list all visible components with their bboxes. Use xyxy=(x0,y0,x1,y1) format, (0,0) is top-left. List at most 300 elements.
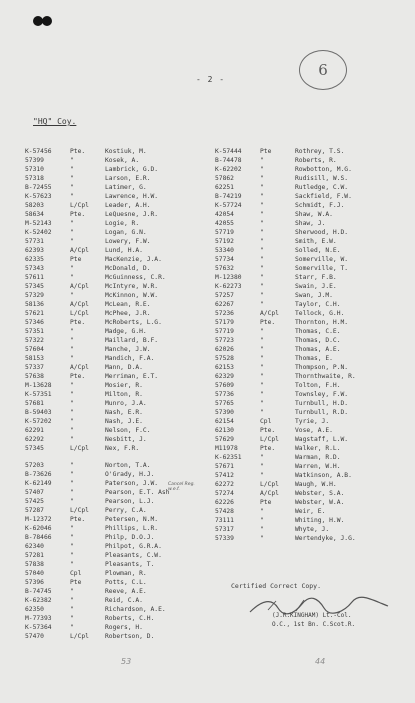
rank: Pte xyxy=(70,579,82,586)
soldier-name: Richardson, A.E. xyxy=(105,606,166,613)
soldier-name: Lund, H.A. xyxy=(105,247,143,254)
roster-row xyxy=(25,174,209,183)
service-number: 57671 xyxy=(215,463,234,470)
roster-row xyxy=(215,327,405,336)
roster-row xyxy=(25,147,209,156)
roster-row xyxy=(25,435,209,444)
roster-row xyxy=(215,255,405,264)
service-number: 57317 xyxy=(215,526,234,533)
service-number: K-57444 xyxy=(215,148,242,155)
rank: " xyxy=(70,184,74,191)
roster-row xyxy=(25,578,209,587)
rank: Pte. xyxy=(260,445,276,452)
soldier-name: Thomas, E. xyxy=(295,355,333,362)
soldier-name: Larson, E.R. xyxy=(105,175,151,182)
service-number: 62329 xyxy=(215,373,234,380)
service-number: 57396 xyxy=(25,579,44,586)
roster-row xyxy=(25,336,209,345)
service-number: 57632 xyxy=(215,265,234,272)
soldier-name: Latimer, G. xyxy=(105,184,147,191)
soldier-name: Logan, G.N. xyxy=(105,229,147,236)
roster-row xyxy=(215,147,405,156)
roster-row xyxy=(25,524,209,533)
service-number: 57609 xyxy=(215,382,234,389)
service-number: K-62046 xyxy=(25,525,52,532)
service-number: B-74219 xyxy=(215,193,242,200)
service-number: 57428 xyxy=(215,508,234,515)
soldier-name: Pleasants, T. xyxy=(105,561,155,568)
soldier-name: Taylor, C.H. xyxy=(295,301,341,308)
service-number: 62393 xyxy=(25,247,44,254)
soldier-name: Lowery, F.W. xyxy=(105,238,151,245)
rank: " xyxy=(260,220,264,227)
service-number: 57470 xyxy=(25,633,44,640)
service-number: K-62382 xyxy=(25,597,52,604)
service-number: 62292 xyxy=(25,436,44,443)
rank: Pte. xyxy=(70,319,86,326)
soldier-name: Philpot, G.R.A. xyxy=(105,543,162,550)
roster-row xyxy=(215,273,405,282)
soldier-name: Plowman, R. xyxy=(105,570,147,577)
rank: " xyxy=(260,535,264,542)
roster-row xyxy=(215,156,405,165)
roster-row xyxy=(215,498,405,507)
rank: Cpl xyxy=(260,418,272,425)
roster-row xyxy=(25,282,209,291)
service-number: M-52143 xyxy=(25,220,52,227)
rank: " xyxy=(260,157,264,164)
soldier-name: Rowbotton, M.G. xyxy=(295,166,352,173)
service-number: 62251 xyxy=(215,184,234,191)
soldier-name: Tellock, G.H. xyxy=(295,310,345,317)
soldier-name: Nesbitt, J. xyxy=(105,436,147,443)
soldier-name: Webster, W.A. xyxy=(295,499,345,506)
rank: " xyxy=(70,391,74,398)
service-number: 53340 xyxy=(215,247,234,254)
soldier-name: Mandich, F.A. xyxy=(105,355,155,362)
soldier-name: Turnbull, H.D. xyxy=(295,400,349,407)
soldier-name: McKinnon, W.W. xyxy=(105,292,159,299)
soldier-name: Leader, A.H. xyxy=(105,202,151,209)
soldier-name: McDonald, D. xyxy=(105,265,151,272)
service-number: 57407 xyxy=(25,489,44,496)
service-number: 57281 xyxy=(25,552,44,559)
soldier-name: LeQuesne, J.R. xyxy=(105,211,159,218)
rank: " xyxy=(260,517,264,524)
soldier-name: McRoberts, L.G. xyxy=(105,319,162,326)
soldier-name: Weir, E. xyxy=(295,508,326,515)
rank: " xyxy=(70,346,74,353)
rank: " xyxy=(70,427,74,434)
roster-left-column xyxy=(25,147,209,641)
punch-hole xyxy=(42,16,52,26)
soldier-name: Solled, N.E. xyxy=(295,247,341,254)
rank: " xyxy=(260,472,264,479)
rank: " xyxy=(260,355,264,362)
roster-row xyxy=(215,408,405,417)
circled-number-text: 6 xyxy=(318,61,328,79)
soldier-name: Roberts, R. xyxy=(295,157,337,164)
rank: " xyxy=(260,400,264,407)
rank: Pte xyxy=(70,256,82,263)
service-number: 42054 xyxy=(215,211,234,218)
soldier-name: McGuinness, C.R. xyxy=(105,274,166,281)
service-number: 57345 xyxy=(25,283,44,290)
roster-row xyxy=(25,470,209,479)
soldier-name: Lawrence, H.W. xyxy=(105,193,159,200)
roster-row xyxy=(25,219,209,228)
service-number: 57329 xyxy=(25,292,44,299)
rank: " xyxy=(70,292,74,299)
service-number: 57343 xyxy=(25,265,44,272)
handwritten-mark: 44 xyxy=(315,657,326,666)
service-number: 42055 xyxy=(215,220,234,227)
signatory-role: O.C., 1st Bn. C.Scot.R. xyxy=(272,621,356,628)
margin-note: Cancel Reg. w.e.f. xyxy=(168,482,195,492)
soldier-name: Nash, E.R. xyxy=(105,409,143,416)
rank: " xyxy=(260,238,264,245)
service-number: 57425 xyxy=(25,498,44,505)
service-number: 57351 xyxy=(25,328,44,335)
rank: " xyxy=(260,283,264,290)
soldier-name: Robertson, D. xyxy=(105,633,155,640)
soldier-name: Shaw, W.A. xyxy=(295,211,333,218)
rank: " xyxy=(70,489,74,496)
rank: " xyxy=(70,229,74,236)
soldier-name: Watkinson, A.B. xyxy=(295,472,352,479)
rank: L/Cpl xyxy=(70,445,89,452)
roster-row xyxy=(25,264,209,273)
roster-row xyxy=(215,363,405,372)
rank: " xyxy=(70,436,74,443)
service-number: 57862 xyxy=(215,175,234,182)
soldier-name: Walker, R.L. xyxy=(295,445,341,452)
soldier-name: McIntyre, W.R. xyxy=(105,283,159,290)
service-number: 57734 xyxy=(215,256,234,263)
service-number: 57638 xyxy=(25,373,44,380)
rank: " xyxy=(260,337,264,344)
circled-page-number xyxy=(299,50,347,90)
roster-row xyxy=(25,300,209,309)
service-number: 62350 xyxy=(25,606,44,613)
soldier-name: Norton, T.A. xyxy=(105,462,151,469)
soldier-name: Paterson, J.W. xyxy=(105,480,159,487)
service-number: K-62351 xyxy=(215,454,242,461)
roster-row xyxy=(25,408,209,417)
service-number: 58203 xyxy=(25,202,44,209)
soldier-name: Perry, C.A. xyxy=(105,507,147,514)
rank: " xyxy=(260,454,264,461)
soldier-name: Webster, S.A. xyxy=(295,490,345,497)
roster-row xyxy=(25,156,209,165)
service-number: B-74745 xyxy=(25,588,52,595)
service-number: K-62149 xyxy=(25,480,52,487)
service-number: K-57202 xyxy=(25,418,52,425)
rank: " xyxy=(70,400,74,407)
rank: A/Cpl xyxy=(70,247,89,254)
rank: " xyxy=(70,193,74,200)
soldier-name: McPhee, J.R. xyxy=(105,310,151,317)
service-number: 57203 xyxy=(25,462,44,469)
rank: " xyxy=(260,301,264,308)
service-number: 57731 xyxy=(25,238,44,245)
service-number: 57390 xyxy=(215,409,234,416)
roster-row xyxy=(215,480,405,489)
rank: " xyxy=(260,229,264,236)
soldier-name: Swain, J.E. xyxy=(295,283,337,290)
soldier-name: Somerville, T. xyxy=(295,265,349,272)
handwritten-mark: 53 xyxy=(121,657,132,666)
rank: A/Cpl xyxy=(70,364,89,371)
service-number: 57179 xyxy=(215,319,234,326)
service-number: B-73626 xyxy=(25,471,52,478)
rank: " xyxy=(260,346,264,353)
rank: " xyxy=(70,543,74,550)
service-number: M-77393 xyxy=(25,615,52,622)
service-number: 57040 xyxy=(25,570,44,577)
soldier-name: Warman, R.D. xyxy=(295,454,341,461)
rank: " xyxy=(70,480,74,487)
roster-row xyxy=(25,201,209,210)
soldier-name: Manche, J.W. xyxy=(105,346,151,353)
roster-row xyxy=(215,525,405,534)
roster-row xyxy=(215,291,405,300)
service-number: 58634 xyxy=(25,211,44,218)
roster-row xyxy=(25,569,209,578)
soldier-name: Waugh, W.H. xyxy=(295,481,337,488)
rank: " xyxy=(260,364,264,371)
soldier-name: Starr, F.B. xyxy=(295,274,337,281)
rank: Pte. xyxy=(70,211,86,218)
service-number: 57318 xyxy=(25,175,44,182)
service-number: 57337 xyxy=(25,364,44,371)
service-number: 57274 xyxy=(215,490,234,497)
roster-row xyxy=(215,444,405,453)
roster-row xyxy=(215,264,405,273)
soldier-name: Pleasants, C.W. xyxy=(105,552,162,559)
rank: " xyxy=(260,463,264,470)
soldier-name: Warren, W.H. xyxy=(295,463,341,470)
service-number: K-62273 xyxy=(215,283,242,290)
soldier-name: Schmidt, F.J. xyxy=(295,202,345,209)
soldier-name: Merriman, E.T. xyxy=(105,373,159,380)
soldier-name: Thornthwaite, R. xyxy=(295,373,356,380)
roster-row xyxy=(215,201,405,210)
soldier-name: Somerville, W. xyxy=(295,256,349,263)
rank: " xyxy=(70,471,74,478)
service-number: M-12380 xyxy=(215,274,242,281)
service-number: 57719 xyxy=(215,328,234,335)
soldier-name: Tyrie, J. xyxy=(295,418,330,425)
roster-row xyxy=(25,318,209,327)
rank: Pte xyxy=(260,148,272,155)
roster-row xyxy=(215,507,405,516)
rank: " xyxy=(70,615,74,622)
service-number: 62267 xyxy=(215,301,234,308)
service-number: B-59403 xyxy=(25,409,52,416)
service-number: K-52402 xyxy=(25,229,52,236)
service-number: K-57623 xyxy=(25,193,52,200)
service-number: M-13628 xyxy=(25,382,52,389)
service-number: 58153 xyxy=(25,355,44,362)
rank: " xyxy=(70,265,74,272)
rank: " xyxy=(70,175,74,182)
rank: " xyxy=(260,166,264,173)
soldier-name: Madge, G.H. xyxy=(105,328,147,335)
service-number: 62130 xyxy=(215,427,234,434)
roster-row xyxy=(25,246,209,255)
rank: " xyxy=(260,247,264,254)
service-number: 62026 xyxy=(215,346,234,353)
soldier-name: Potts, C.L. xyxy=(105,579,147,586)
service-number: 62226 xyxy=(215,499,234,506)
roster-row xyxy=(215,417,405,426)
roster-row xyxy=(25,390,209,399)
soldier-name: Logie, R. xyxy=(105,220,140,227)
soldier-name: Thompson, P.N. xyxy=(295,364,349,371)
roster-row xyxy=(25,399,209,408)
service-number: 57412 xyxy=(215,472,234,479)
rank: " xyxy=(70,588,74,595)
rank: Pte. xyxy=(260,427,276,434)
soldier-name: Wertendyke, J.G. xyxy=(295,535,356,542)
roster-row xyxy=(25,605,209,614)
rank: " xyxy=(260,256,264,263)
roster-row xyxy=(215,345,405,354)
rank: " xyxy=(70,382,74,389)
roster-row xyxy=(215,174,405,183)
roster-row xyxy=(215,192,405,201)
soldier-name: Nex, F.R. xyxy=(105,445,140,452)
service-number: K-57351 xyxy=(25,391,52,398)
roster-row xyxy=(25,506,209,515)
rank: " xyxy=(70,418,74,425)
rank: A/Cpl xyxy=(70,283,89,290)
rank: " xyxy=(260,373,264,380)
roster-row xyxy=(25,632,209,641)
roster-row xyxy=(215,462,405,471)
service-number: K-57724 xyxy=(215,202,242,209)
soldier-name: Pearson, E.T. Ash xyxy=(105,489,170,496)
soldier-name: Townsley, F.W. xyxy=(295,391,349,398)
service-number: 57322 xyxy=(25,337,44,344)
rank: " xyxy=(70,498,74,505)
rank: " xyxy=(260,382,264,389)
service-number: 57192 xyxy=(215,238,234,245)
signatory-name: (J.R.KINGHAM) Lt.-Col. xyxy=(272,612,352,619)
service-number: 62154 xyxy=(215,418,234,425)
rank: " xyxy=(260,211,264,218)
soldier-name: O'Grady, H.J. xyxy=(105,471,155,478)
soldier-name: Whiting, H.W. xyxy=(295,517,345,524)
rank: Pte. xyxy=(70,516,86,523)
soldier-name: McLean, R.E. xyxy=(105,301,151,308)
certification-text: Certified Correct Copy. xyxy=(231,582,322,590)
service-number: 57765 xyxy=(215,400,234,407)
rank: " xyxy=(70,355,74,362)
service-number: M-12372 xyxy=(25,516,52,523)
service-number: 57528 xyxy=(215,355,234,362)
roster-row xyxy=(25,515,209,524)
roster-row xyxy=(25,551,209,560)
roster-row xyxy=(215,237,405,246)
soldier-name: Vose, A.E. xyxy=(295,427,333,434)
roster-row xyxy=(25,417,209,426)
rank: " xyxy=(70,534,74,541)
service-number: 57629 xyxy=(215,436,234,443)
rank: " xyxy=(70,238,74,245)
soldier-name: Mosier, R. xyxy=(105,382,143,389)
soldier-name: Maillard, B.F. xyxy=(105,337,159,344)
rank: " xyxy=(70,606,74,613)
rank: A/Cpl xyxy=(260,490,279,497)
rank: " xyxy=(260,265,264,272)
roster-row xyxy=(25,444,209,453)
roster-row xyxy=(25,237,209,246)
roster-row xyxy=(25,497,209,506)
rank: " xyxy=(70,337,74,344)
service-number: 57287 xyxy=(25,507,44,514)
soldier-name: Thomas, C.E. xyxy=(295,328,341,335)
rank: " xyxy=(260,193,264,200)
roster-row xyxy=(215,534,405,543)
soldier-name: Reid, C.A. xyxy=(105,597,143,604)
soldier-name: Kosek, A. xyxy=(105,157,140,164)
service-number: 57736 xyxy=(215,391,234,398)
roster-row xyxy=(25,273,209,282)
rank: Pte xyxy=(260,499,272,506)
service-number: 57399 xyxy=(25,157,44,164)
soldier-name: Lambrick, G.D. xyxy=(105,166,159,173)
service-number: 57257 xyxy=(215,292,234,299)
rank: " xyxy=(260,328,264,335)
rank: L/Cpl xyxy=(260,481,279,488)
service-number: 57236 xyxy=(215,310,234,317)
service-number: 62340 xyxy=(25,543,44,550)
roster-row xyxy=(25,587,209,596)
service-number: 57345 xyxy=(25,445,44,452)
roster-row xyxy=(25,291,209,300)
service-number: K-57364 xyxy=(25,624,52,631)
soldier-name: Wagstaff, L.W. xyxy=(295,436,349,443)
roster-row xyxy=(215,165,405,174)
soldier-name: Rothrey, T.S. xyxy=(295,148,345,155)
rank: " xyxy=(70,552,74,559)
rank: " xyxy=(260,274,264,281)
service-number: K-57456 xyxy=(25,148,52,155)
service-number: 57346 xyxy=(25,319,44,326)
roster-row xyxy=(215,282,405,291)
roster-row xyxy=(215,336,405,345)
roster-row xyxy=(25,210,209,219)
rank: L/Cpl xyxy=(70,633,89,640)
soldier-name: Milton, R. xyxy=(105,391,143,398)
soldier-name: Sackfield, F.W. xyxy=(295,193,352,200)
service-number: 62335 xyxy=(25,256,44,263)
roster-row xyxy=(25,354,209,363)
soldier-name: Phillips, L.R. xyxy=(105,525,159,532)
roster-row xyxy=(215,516,405,525)
roster-row xyxy=(215,309,405,318)
service-number: 57838 xyxy=(25,561,44,568)
soldier-name: Thomas, D.C. xyxy=(295,337,341,344)
soldier-name: Petersen, N.M. xyxy=(105,516,159,523)
rank: " xyxy=(260,391,264,398)
rank: " xyxy=(70,525,74,532)
roster-row xyxy=(215,219,405,228)
rank: " xyxy=(70,220,74,227)
roster-row xyxy=(25,372,209,381)
